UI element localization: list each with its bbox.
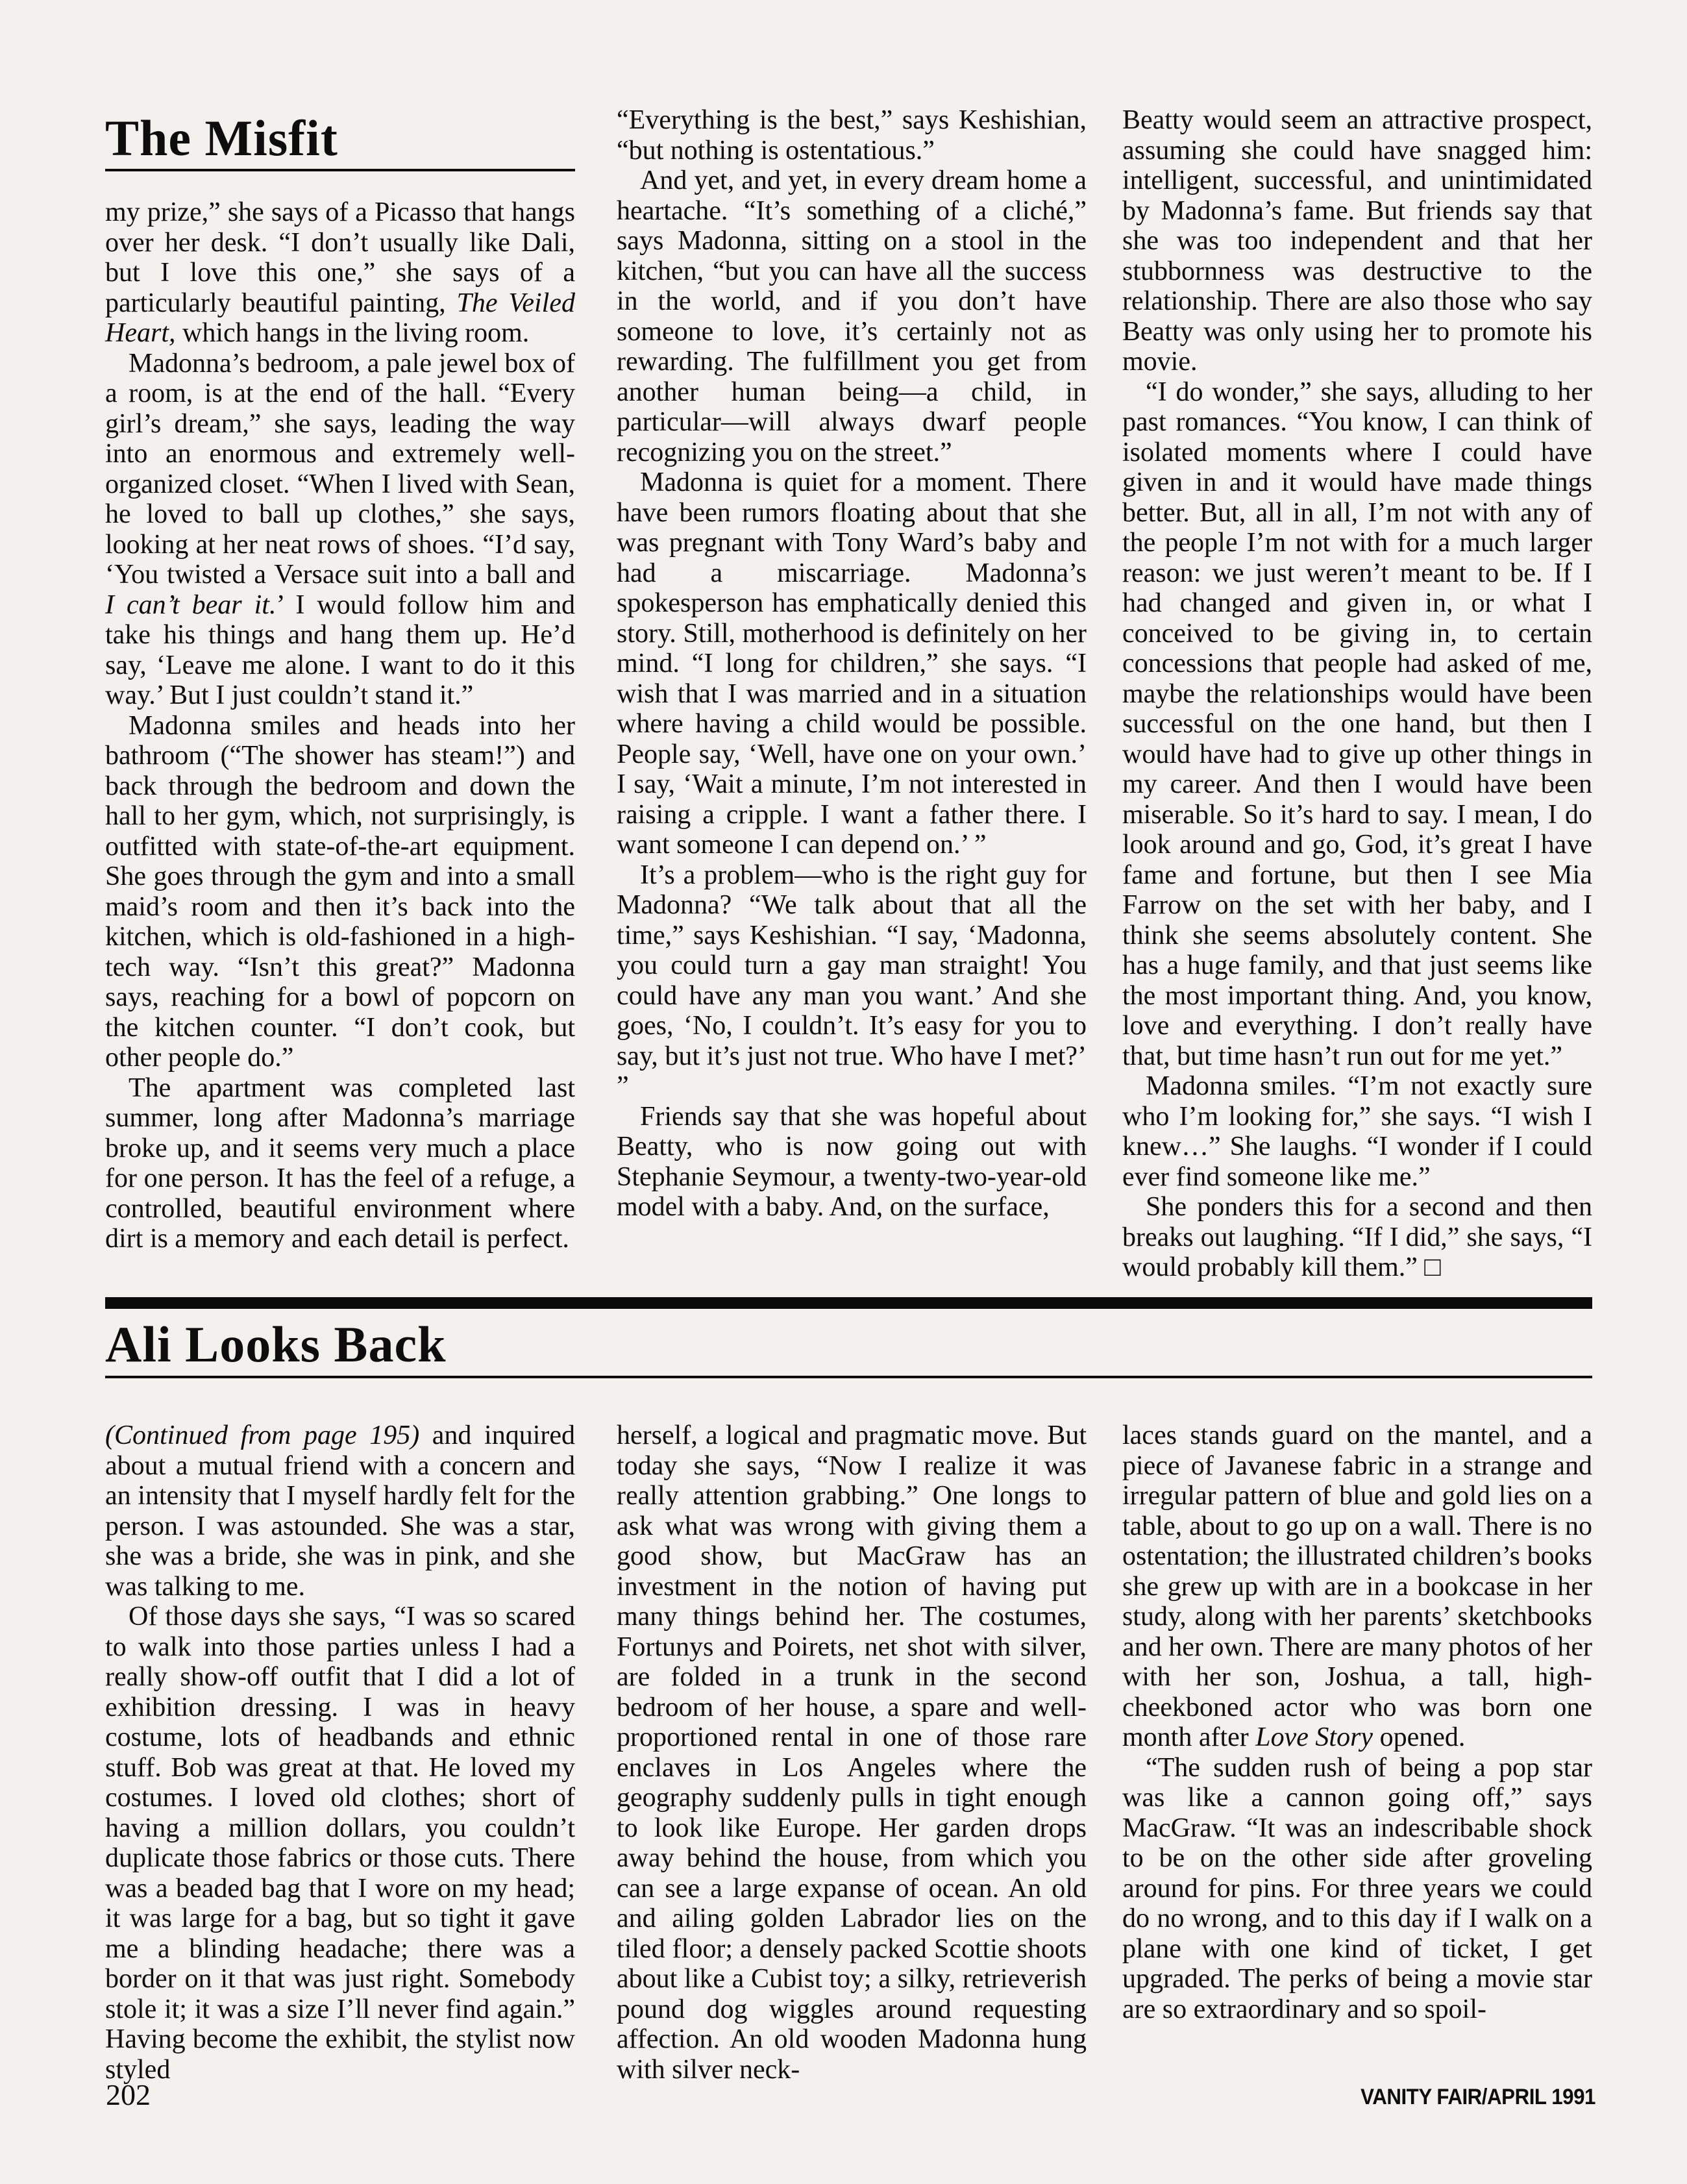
paragraph — [617, 166, 1087, 467]
ali-column-1-text — [105, 1421, 575, 2085]
text-run: “Everything is the best,” says Keshishian, “but nothing is ostentatious.” — [617, 105, 1087, 166]
text-run: Madonna smiles and heads into her bathroom (“The shower has steam!”) and back through the bedroom and down the hall to her gym, which, not surprisingly, is outfitted with state-of-the-art equipment. She goes through the gym and into a small maid’s room and then it’s back into the kitchen, which is old-fashioned in a high-tech way. “Isn’t this great?” Madonna says, reaching for a bowl of popcorn on the kitchen counter. “I don’t cook, but other people do.” — [105, 710, 575, 1073]
italic-text-run: Love Story — [1255, 1722, 1373, 1752]
italic-text-run: The Veiled Heart, — [105, 288, 575, 348]
paragraph — [105, 1421, 575, 1602]
magazine-footer: VANITY FAIR/APRIL 1991 — [1361, 2085, 1595, 2109]
misfit-column-3 — [1122, 105, 1592, 1283]
misfit-column-1-text — [105, 197, 575, 1254]
ali-column-1 — [105, 1421, 575, 2085]
italic-text-run: I can’t bear it. — [105, 589, 277, 620]
paragraph — [617, 105, 1087, 166]
text-run: “The sudden rush of being a pop star was like a cannon going off,” says MacGraw. “It was an indescribable shock to be on the other side after groveling around for pins. For three years we could do no wrong, and to this day if I walk on a plane with one kind of ticket, I get upgraded. The perks of being a movie star are so extraordinary and so spoil- — [1122, 1752, 1592, 2024]
paragraph — [105, 1602, 575, 2085]
misfit-column-2-text — [617, 105, 1087, 1222]
text-run: The apartment was completed last summer, long after Madonna’s marriage broke up, and it seems very much a place for one person. It has the feel of a refuge, a controlled, beautiful environment where dirt is a memory and each detail is perfect. — [105, 1073, 575, 1254]
misfit-column-3-text — [1122, 105, 1592, 1283]
text-run: and inquired about a mutual friend with a concern and an intensity that I myself hardly felt for the person. I was astounded. She was a star, she was a bride, she was in pink, and she was talking to me. — [105, 1421, 575, 1602]
text-run: Friends say that she was hopeful about Beatty, who is now going out with Stephanie Seymour, a twenty-two-year-old model with a baby. And, on the surface, — [617, 1101, 1087, 1222]
ali-title-rule — [105, 1376, 1592, 1378]
paragraph — [1122, 1421, 1592, 1753]
paragraph — [1122, 105, 1592, 377]
paragraph — [617, 1421, 1087, 2085]
article-title-ali: Ali Looks Back — [105, 1316, 447, 1372]
text-run: She ponders this for a second and then breaks out laughing. “If I did,” she says, “I would probably kill them.” □ — [1122, 1192, 1592, 1282]
text-run: “I do wonder,” she says, alluding to her past romances. “You know, I can think of isolated moments where I could have given in and it would have made things better. But, all in all, I’m not with any of the people I’m not with for a much larger reason: we just weren’t meant to be. If I had changed and given in, or what I conceived to be giving in, to certain concessions that people had asked of me, maybe the relationships would have been successful on the one hand, but then I would have had to give up other things in my career. And then I would have been miserable. So it’s hard to say. I mean, I do look around and go, God, it’s great I have fame and fortune, but then I see Mia Farrow on the set with her baby, and I think she seems absolutely content. She has a huge family, and that just seems like the most important thing. And, you know, love and everything. I don’t really have that, but time hasn’t run out for me yet.” — [1122, 377, 1592, 1071]
text-run: laces stands guard on the mantel, and a piece of Javanese fabric in a strange and irregular pattern of blue and gold lies on a table, about to go up on a wall. There is no ostentation; the illustrated children’s books she grew up with are in a bookcase in her study, along with her parents’ sketchbooks and her own. There are many photos of her with her son, Joshua, a tall, high-cheekboned actor who was born one month after — [1122, 1421, 1592, 1752]
paragraph — [1122, 1071, 1592, 1192]
text-run: It’s a problem—who is the right guy for Madonna? “We talk about that all the time,” says Keshishian. “I say, ‘Madonna, you could turn a gay man straight! You could have any man you want.’ And she goes, ‘No, I couldn’t. It’s easy for you to say, but it’s just not true. Who have I met?’ ” — [617, 860, 1087, 1101]
paragraph — [617, 1102, 1087, 1222]
text-run: Madonna’s bedroom, a pale jewel box of a room, is at the end of the hall. “Every girl’s dream,” she says, leading the way into an enormous and extremely well-organized closet. “When I lived with Sean, he loved to ball up clothes,” she says, looking at her neat rows of shoes. “I’d say, ‘You twisted a Versace suit into a ball and — [105, 348, 575, 589]
paragraph — [1122, 377, 1592, 1072]
text-run: my prize,” she says of a Picasso that hangs over her desk. “I don’t usually like Dali, but I love this one,” she says of a particularly beautiful painting, — [105, 197, 575, 318]
misfit-column-2 — [617, 105, 1087, 1222]
paragraph — [105, 349, 575, 711]
article-title-misfit: The Misfit — [105, 110, 338, 166]
page-number: 202 — [106, 2078, 151, 2111]
text-run: And yet, and yet, in every dream home a heartache. “It’s something of a cliché,” says Madonna, sitting on a stool in the kitchen, “but you can have all the success in the world, and if you don’t have someone to love, it’s certainly not as rewarding. The fulfillment you get from another human being—a child, in particular—will always dwarf people recognizing you on the street.” — [617, 166, 1087, 467]
text-run: Madonna smiles. “I’m not exactly sure who I’m looking for,” she says. “I wish I knew…” She laughs. “I wonder if I could ever find someone like me.” — [1122, 1071, 1592, 1192]
section-divider-bar — [105, 1297, 1592, 1309]
text-run: Madonna is quiet for a moment. There have been rumors floating about that she was pregnant with Tony Ward’s baby and had a miscarriage. Madonna’s spokesperson has emphatically denied this story. Still, motherhood is definitely on her mind. “I long for children,” she says. “I wish that I was married and in a situation where having a child would be possible. People say, ‘Well, have one on your own.’ I say, ‘Wait a minute, I’m not interested in raising a cripple. I want a father there. I want someone I can depend on.’ ” — [617, 467, 1087, 860]
italic-text-run: (Continued from page 195) — [105, 1421, 420, 1450]
text-run: opened. — [1373, 1722, 1466, 1752]
paragraph — [105, 1073, 575, 1254]
text-run: herself, a logical and pragmatic move. But today she says, “Now I realize it was really attention grabbing.” One longs to ask what was wrong with giving them a good show, but MacGraw has an investment in the notion of having put many things behind her. The costumes, Fortunys and Poirets, net shot with silver, are folded in a trunk in the second bedroom of her house, a spare and well-proportioned rental in one of those rare enclaves in Los Angeles where the geography suddenly pulls in tight enough to look like Europe. Her garden drops away behind the house, from which you can see a large expanse of ocean. An old and ailing golden Labrador lies on the tiled floor; a densely packed Scottie shoots about like a Cubist toy; a silky, retrieverish pound dog wiggles around requesting affection. An old wooden Madonna hung with silver neck- — [617, 1421, 1087, 2085]
ali-column-2-text — [617, 1421, 1087, 2085]
ali-column-2 — [617, 1421, 1087, 2085]
text-run: Beatty would seem an attractive prospect, assuming she could have snagged him: intelligent, successful, and unintimidated by Madonna’s fame. But friends say that she was too independent and that her stubbornness was destructive to the relationship. There are also those who say Beatty was only using her to promote his movie. — [1122, 105, 1592, 377]
paragraph — [617, 860, 1087, 1102]
text-run: ’ I would follow him and take his things and hang them up. He’d say, ‘Leave me alone. I want to do it this way.’ But I just couldn’t stand it.” — [105, 589, 576, 710]
paragraph — [105, 711, 575, 1073]
paragraph — [1122, 1753, 1592, 2025]
paragraph — [1122, 1192, 1592, 1283]
misfit-column-1 — [105, 105, 575, 1254]
text-run: which hangs in the living room. — [175, 318, 530, 348]
ali-column-3-text — [1122, 1421, 1592, 2024]
paragraph — [105, 197, 575, 349]
misfit-title-rule — [105, 169, 575, 171]
paragraph — [617, 467, 1087, 860]
ali-column-3 — [1122, 1421, 1592, 2024]
text-run: Of those days she says, “I was so scared to walk into those parties unless I had a really show-off outfit that I did a lot of exhibition dressing. I was in heavy costume, lots of headbands and ethnic stuff. Bob was great at that. He loved my costumes. I loved old clothes; short of having a million dollars, you couldn’t duplicate those fabrics or those cuts. There was a beaded bag that I wore on my head; it was large for a bag, but so tight it gave me a blinding headache; there was a border on it that was just right. Somebody stole it; it was a size I’ll never find again.” Having become the exhibit, the stylist now styled — [105, 1602, 575, 2085]
